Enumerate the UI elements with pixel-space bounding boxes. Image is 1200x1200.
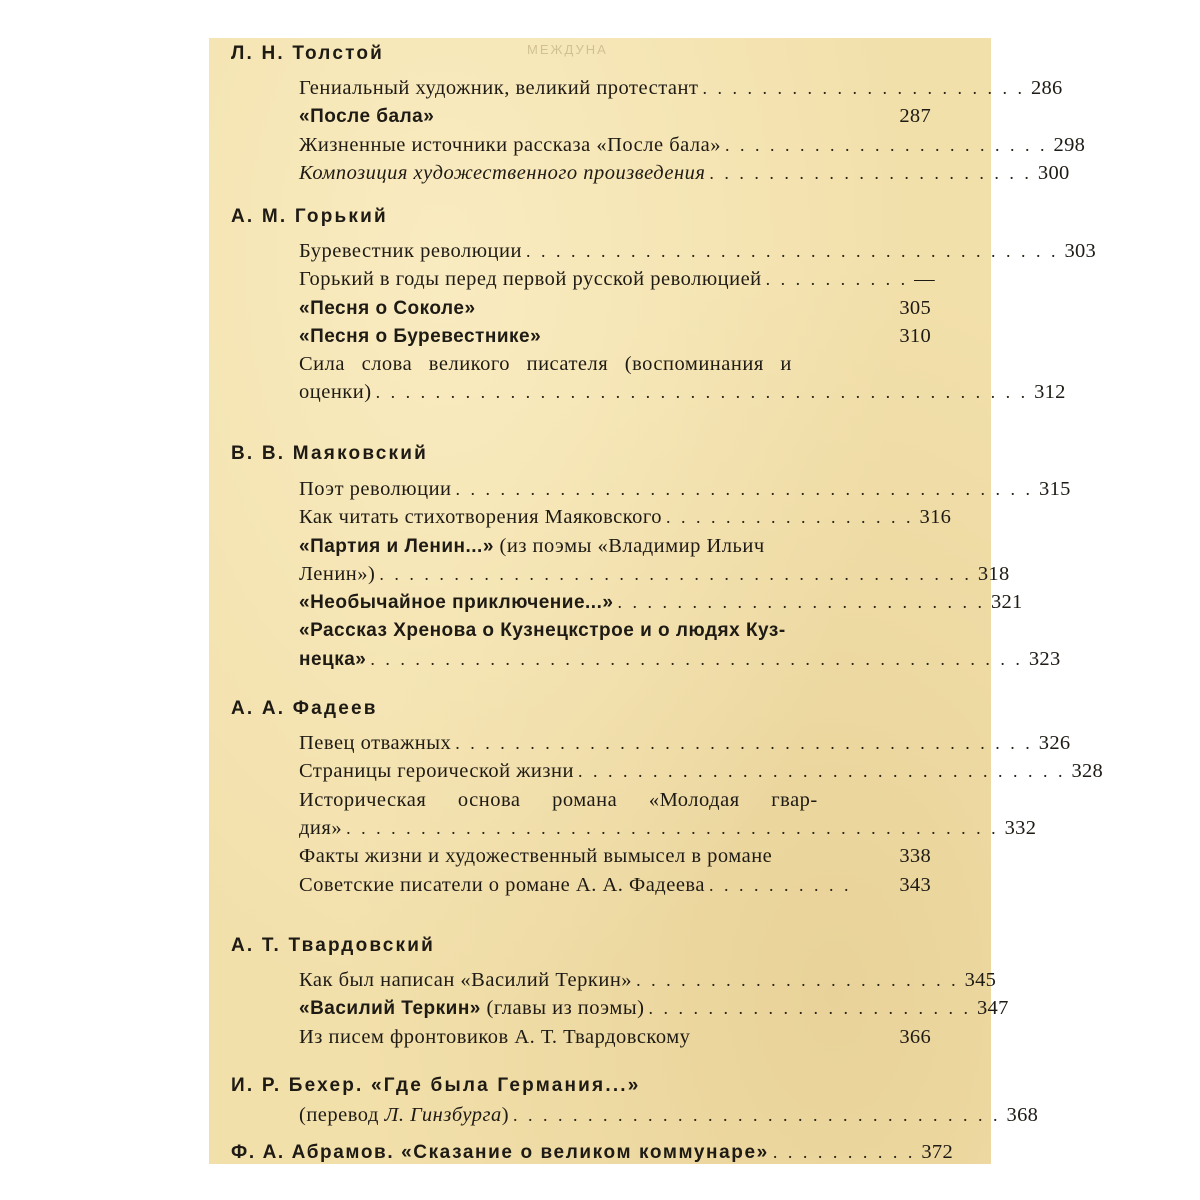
- toc-entry-title: «После бала»: [299, 106, 435, 127]
- toc-entry-page: 303: [1064, 240, 1097, 262]
- toc-entry-page: 368: [1006, 1104, 1039, 1126]
- toc-entry-page: 298: [1053, 134, 1086, 156]
- toc-entry-line1: [299, 786, 931, 814]
- toc-entry: [299, 237, 1097, 265]
- toc-entry-title: дия»: [299, 817, 343, 839]
- toc-entry-title-bold: «Партия и Ленин...»: [299, 536, 494, 557]
- toc-entry-page: 338: [899, 845, 931, 867]
- dot-leader: . . . . . . . . . .: [708, 875, 852, 895]
- toc-entry: [299, 1023, 931, 1051]
- toc-entry: [299, 74, 1063, 102]
- toc-entry-title: Историческая основа романа «Молодая гвар-: [299, 789, 818, 811]
- toc-entry: [231, 1138, 953, 1166]
- dot-leader: . . . . . . . . . . . . . . . . . . . . . . . . .: [617, 592, 985, 612]
- toc-entry-page: 287: [899, 105, 931, 127]
- toc-entry-title: (перевод: [299, 1104, 385, 1126]
- toc-entry: [299, 159, 1070, 187]
- toc-entry-title: ): [501, 1104, 510, 1126]
- dot-leader: . . . . . . . . . . . . . . . . . . . . . .: [725, 135, 1048, 155]
- toc-entry: [299, 729, 1071, 757]
- dot-leader: . . . . . . . . . . . . . . . . . . . . . . . . . . . . . . . . .: [513, 1105, 1001, 1125]
- section-header-tolstoy: Л. Н. Толстой: [231, 43, 385, 64]
- toc-entry: [299, 588, 1023, 616]
- toc-entry-title: Ленин»): [299, 563, 376, 585]
- toc-entry-title: Гениальный художник, великий протестант: [299, 77, 699, 99]
- dot-leader: . . . . . . . . . . . . . . . . . . . . . . . . . . . . . . . . . . . . . . . . . . . .: [370, 649, 1023, 669]
- toc-entry-title: Сила слова великого писателя (воспоминания и: [299, 353, 792, 375]
- toc-entry: [299, 102, 931, 130]
- toc-entry: [299, 265, 935, 293]
- toc-entry: [299, 814, 1037, 842]
- dot-leader: . . . . . . . . . . . . . . . . . . . . . . . . . . . . . . . . . . . . . . . . . . . .: [375, 382, 1029, 402]
- dot-leader: . . . . . . . . . . . . . . . . .: [666, 507, 914, 527]
- toc-entry-title: нецка»: [299, 649, 367, 670]
- toc-entry-title: «Песня о Соколе»: [299, 298, 476, 319]
- toc-entry-title: (из поэмы «Владимир Ильич: [493, 535, 765, 557]
- toc-entry-title: Жизненные источники рассказа «После бала»: [299, 134, 722, 156]
- toc-entry-page: 310: [899, 325, 931, 347]
- dot-leader: . . . . . . . . . . . . . . . . . . . . . .: [709, 163, 1032, 183]
- toc-entry-title: «Песня о Буревестнике»: [299, 326, 542, 347]
- toc-entry-title: Факты жизни и художественный вымысел в романе: [299, 845, 773, 867]
- toc-entry-title: Поэт революции: [299, 478, 452, 500]
- toc-entry-page: 318: [977, 563, 1010, 585]
- section-header-tvardovsky: А. Т. Твардовский: [231, 935, 436, 956]
- toc-entry-page: 347: [976, 997, 1009, 1019]
- toc-entry: [299, 503, 952, 531]
- toc-entry: [299, 842, 931, 870]
- toc-entry-title: Певец отважных: [299, 732, 452, 754]
- toc-entry-page: 343: [899, 874, 931, 896]
- toc-entry-page: 345: [964, 969, 997, 991]
- toc-entry-title: Буревестник революции: [299, 240, 522, 262]
- toc-entry: [299, 645, 1061, 673]
- toc-entry: [299, 378, 1066, 406]
- toc-entry: [299, 131, 1086, 159]
- dot-leader: . . . . . . . . . . . . . . . . . . . . . . . . . . . . . . . . . . . . . . .: [455, 479, 1034, 499]
- toc-entry-page: 323: [1028, 648, 1061, 670]
- toc-entry-page: 332: [1004, 817, 1037, 839]
- section-header-mayakovsky: В. В. Маяковский: [231, 443, 428, 464]
- toc-entry: [299, 757, 1104, 785]
- toc-entry-page: 316: [919, 506, 952, 528]
- section-header-abramov: Ф. А. Абрамов. «Сказание о великом коммунаре»: [231, 1142, 769, 1163]
- toc-entry-title-bold: «Василий Теркин»: [299, 998, 481, 1019]
- library-stamp: МЕЖДУНА: [527, 42, 608, 57]
- toc-entry-title: Горький в годы перед первой русской революцией: [299, 268, 762, 290]
- toc-entry-page: 372: [921, 1141, 953, 1163]
- dot-leader: . . . . . . . . . . . . . . . . . . . . . .: [648, 998, 971, 1018]
- toc-entry-title: Страницы героической жизни: [299, 760, 574, 782]
- toc-entry-title: Как читать стихотворения Маяковского: [299, 506, 663, 528]
- toc-entry-page: 300: [1037, 162, 1070, 184]
- toc-entry-title: «Необычайное приключение...»: [299, 592, 614, 613]
- dot-leader: . . . . . . . . . . . . . . . . . . . . . . . . . . . . . . . . .: [577, 761, 1066, 781]
- contents-page: [209, 38, 1104, 1164]
- dot-leader: . . . . . . . . . .: [772, 1142, 916, 1162]
- dot-leader: . . . . . . . . . . . . . . . . . . . . . .: [702, 78, 1025, 98]
- toc-entry: [299, 994, 1009, 1022]
- toc-entry: [299, 966, 997, 994]
- toc-entry-title: оценки): [299, 381, 372, 403]
- toc-entry: [299, 294, 931, 322]
- toc-entry-title: Композиция художественного произведения: [299, 162, 706, 184]
- toc-entry-page: 326: [1038, 732, 1071, 754]
- toc-entry-page: 328: [1071, 760, 1104, 782]
- dot-leader: . . . . . . . . . .: [765, 269, 909, 289]
- toc-entry-page: —: [914, 268, 935, 290]
- section-header-fadeev: А. А. Фадеев: [231, 698, 378, 719]
- toc-entry: [299, 871, 931, 899]
- toc-entry-title: «Рассказ Хренова о Кузнецкстрое и о людях Куз-: [299, 620, 786, 641]
- dot-leader: . . . . . . . . . . . . . . . . . . . . . .: [636, 970, 959, 990]
- toc-entry-line1: [299, 617, 931, 645]
- toc-entry-page: 321: [990, 591, 1023, 613]
- toc-entry-line1: [299, 532, 931, 560]
- dot-leader: . . . . . . . . . . . . . . . . . . . . . . . . . . . . . . . . . . . . . . .: [455, 733, 1033, 753]
- toc-entry-page: 315: [1039, 478, 1071, 500]
- dot-leader: . . . . . . . . . . . . . . . . . . . . . . . . . . . . . . . . . . . . . . . .: [379, 564, 972, 584]
- toc-entry-page: 312: [1034, 381, 1066, 403]
- toc-entry: [299, 560, 1010, 588]
- toc-entry-page: 286: [1030, 77, 1063, 99]
- toc-entry-page: 305: [899, 297, 931, 319]
- section-header-becher: И. Р. Бехер. «Где была Германия...»: [231, 1075, 641, 1096]
- toc-entry-title: Как был написан «Василий Теркин»: [299, 969, 633, 991]
- toc-entry-title: Из писем фронтовиков А. Т. Твардовскому: [299, 1026, 691, 1048]
- toc-entry: [299, 1101, 1039, 1129]
- toc-entry-title: (главы из поэмы): [480, 997, 645, 1019]
- toc-entry-line1: [299, 350, 931, 378]
- dot-leader: . . . . . . . . . . . . . . . . . . . . . . . . . . . . . . . . . . . . . . . . . . . .: [346, 818, 999, 838]
- dot-leader: . . . . . . . . . . . . . . . . . . . . . . . . . . . . . . . . . . . .: [525, 241, 1059, 261]
- toc-entry: [299, 475, 1071, 503]
- toc-entry-title: Советские писатели о романе А. А. Фадеева: [299, 874, 705, 896]
- section-header-gorky: А. М. Горький: [231, 206, 388, 227]
- toc-entry-page: 366: [899, 1026, 931, 1048]
- translator-name: Л. Гинзбурга: [384, 1104, 502, 1126]
- toc-entry: [299, 322, 931, 350]
